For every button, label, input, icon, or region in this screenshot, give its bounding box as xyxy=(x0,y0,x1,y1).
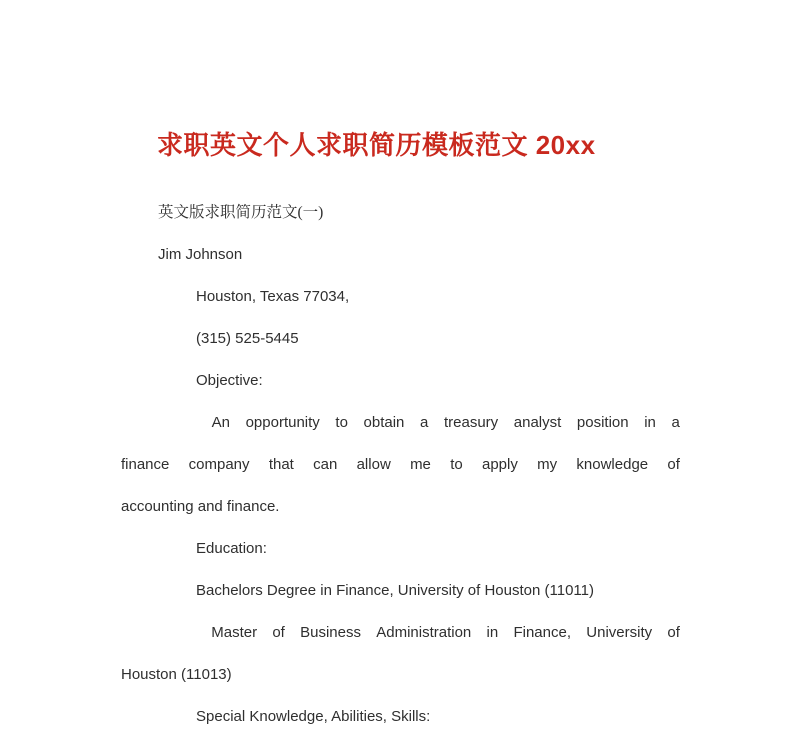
masters-word: Business xyxy=(300,624,361,641)
education-masters-paragraph xyxy=(121,612,680,696)
objective-line-2 xyxy=(121,444,680,486)
document-body xyxy=(121,192,680,738)
objective-heading: Objective: xyxy=(196,372,263,389)
objective-word: can xyxy=(313,456,338,473)
objective-word: in xyxy=(644,414,656,431)
objective-word: An xyxy=(211,414,230,431)
subtitle-line xyxy=(121,192,680,234)
objective-word: that xyxy=(268,456,294,473)
first-line-indent-spacer xyxy=(121,402,196,444)
objective-paragraph xyxy=(121,402,680,528)
applicant-address: Houston, Texas 77034, xyxy=(196,288,350,305)
education-masters-line-1 xyxy=(121,612,680,654)
objective-word: analyst xyxy=(513,414,562,431)
education-bachelors: Bachelors Degree in Finance, University of Houston (11011) xyxy=(196,582,594,599)
objective-line-1 xyxy=(121,402,680,444)
objective-word: apply xyxy=(481,456,518,473)
objective-word: position xyxy=(576,414,629,431)
skills-heading: Special Knowledge, Abilities, Skills: xyxy=(196,708,431,725)
masters-word: Master xyxy=(211,624,258,641)
objective-word: knowledge xyxy=(576,456,649,473)
masters-word: of xyxy=(667,624,680,641)
objective-word: opportunity xyxy=(245,414,320,431)
first-line-indent-spacer xyxy=(121,612,196,654)
objective-word: a xyxy=(420,414,429,431)
objective-word: company xyxy=(188,456,250,473)
objective-word: to xyxy=(335,414,348,431)
applicant-name: Jim Johnson xyxy=(158,246,243,263)
page-title: 求职英文个人求职简历模板范文 20xx xyxy=(157,130,596,160)
subtitle-text: 英文版求职简历范文(一) xyxy=(158,204,324,221)
masters-word: Administration xyxy=(376,624,472,641)
objective-word: my xyxy=(537,456,558,473)
objective-line-3: accounting and finance. xyxy=(121,498,280,515)
masters-word: Finance, xyxy=(513,624,572,641)
objective-word: a xyxy=(671,414,680,431)
applicant-phone: (315) 525-5445 xyxy=(196,330,299,347)
objective-word: allow xyxy=(356,456,391,473)
objective-word: finance xyxy=(121,456,170,473)
objective-word: to xyxy=(450,456,463,473)
objective-word: obtain xyxy=(363,414,405,431)
education-heading: Education: xyxy=(196,540,267,557)
masters-word: of xyxy=(272,624,285,641)
objective-word: me xyxy=(410,456,431,473)
objective-word: of xyxy=(667,456,680,473)
education-masters-line-2: Houston (11013) xyxy=(121,666,232,683)
masters-word: in xyxy=(486,624,499,641)
masters-word: University xyxy=(586,624,653,641)
objective-word: treasury xyxy=(443,414,499,431)
